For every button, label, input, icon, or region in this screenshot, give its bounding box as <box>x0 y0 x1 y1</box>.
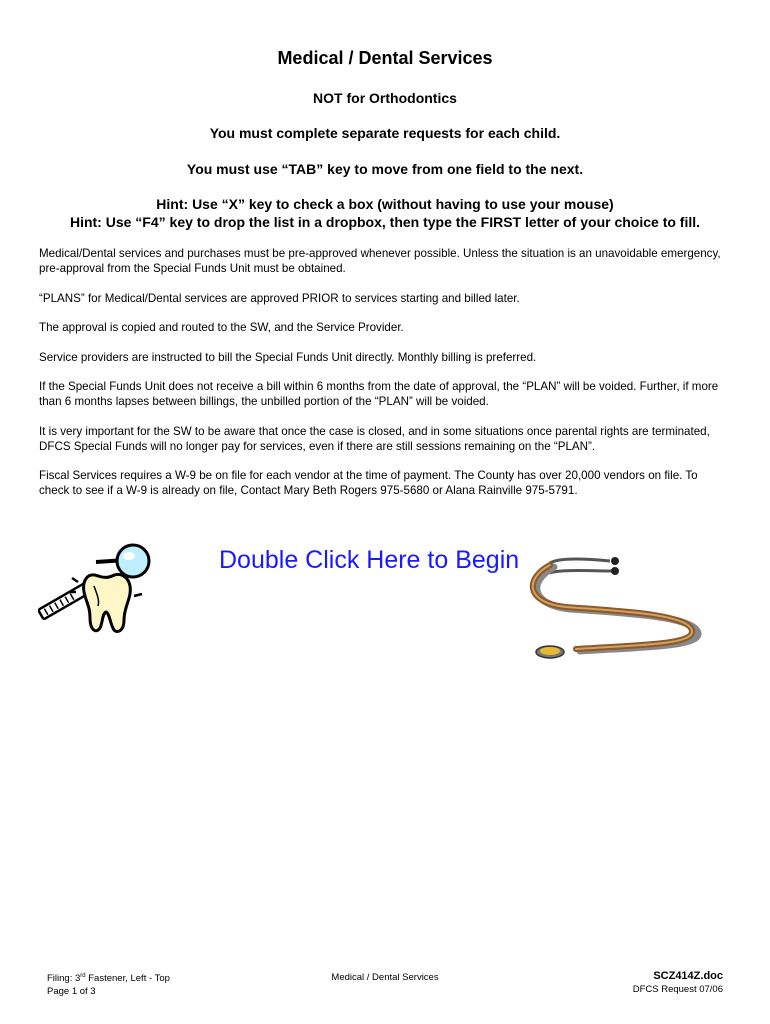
subtitle: NOT for Orthodontics <box>313 90 457 106</box>
hint-f4-key: Hint: Use “F4” key to drop the list in a dropbox, then type the FIRST letter of your choice to fill. <box>69 214 701 230</box>
page-title: Medical / Dental Services <box>277 48 493 68</box>
paragraph-w9: Fiscal Services requires a W-9 be on file for each vendor at the time of payment. The County has over 20,000 vendors on file. To check to see if a W-9 is already on file, Contact Mary Beth Rogers 975-5680 or Alana Rainville 975-5791. <box>39 469 698 497</box>
paragraph-voided: If the Special Funds Unit does not receive a bill within 6 months from the date of approval, the “PLAN” will be voided. Further, if more than 6 months lapses between billings, the unbilled portion of the “PLAN” will be voided. <box>39 380 719 408</box>
stethoscope-icon <box>520 555 705 663</box>
paragraph-approval-routing: The approval is copied and routed to the SW, and the Service Provider. <box>39 321 404 334</box>
tooth-icon <box>38 540 156 638</box>
footer-filing: Filing: 3rd Fastener, Left - Top <box>47 973 170 985</box>
footer-center-title: Medical / Dental Services <box>331 972 439 983</box>
footer-doc-code: SCZ414Z.doc <box>653 970 723 982</box>
paragraph-plans: “PLANS” for Medical/Dental services are approved PRIOR to services starting and billed later. <box>39 291 520 305</box>
paragraph-preapproval: Medical/Dental services and purchases must be pre-approved whenever possible. Unless the situation is an unavoidable emergency, pre-approval from the Special Funds Unit must be obtained. <box>39 247 721 275</box>
paragraph-case-closed: It is very important for the SW to be aware that once the case is closed, and in some situations once parental rights are terminated, DFCS Special Funds will no longer pay for services, even if there are still sessions remaining on the “PLAN”. <box>39 424 710 453</box>
footer-request-date: DFCS Request 07/06 <box>632 984 723 995</box>
body-text <box>39 246 729 513</box>
double-click-begin-link[interactable]: Double Click Here to Begin <box>219 546 520 574</box>
footer-page-number: Page 1 of 3 <box>47 986 96 998</box>
paragraph-billing: Service providers are instructed to bill the Special Funds Unit directly. Monthly billing is preferred. <box>39 350 537 364</box>
footer-right <box>633 970 723 996</box>
hint-x-key: Hint: Use “X” key to check a box (without having to use your mouse) <box>156 196 614 212</box>
instruction-separate-requests: You must complete separate requests for each child. <box>209 125 561 141</box>
instruction-tab-key: You must use “TAB” key to move from one field to the next. <box>186 161 584 177</box>
